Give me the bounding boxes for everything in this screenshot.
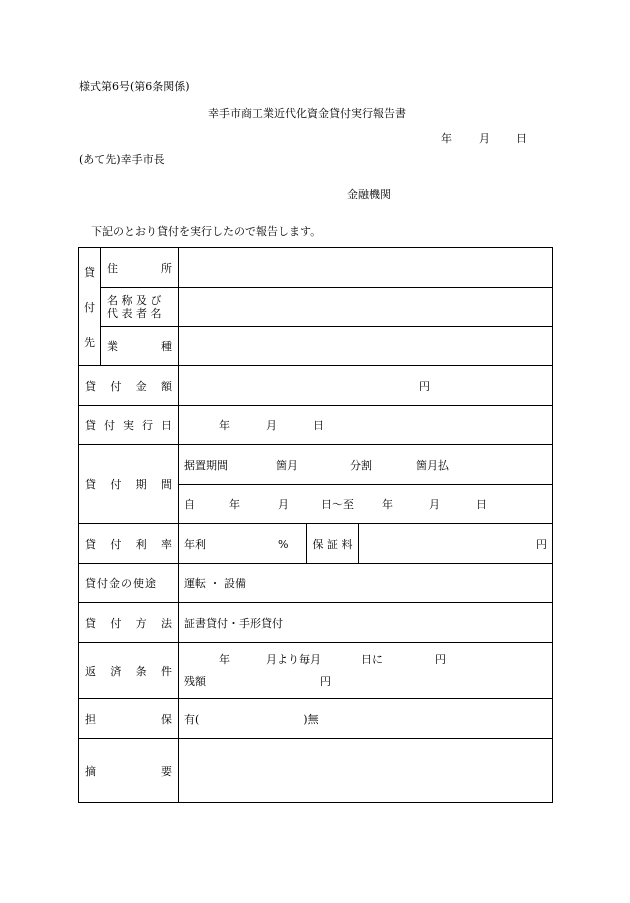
collateral-label: 担 保 [79,699,179,739]
guarantee-fee-label: 保 証 料 [307,524,359,564]
loan-use-label: 貸付金の使途 [79,564,179,603]
loan-method-field[interactable]: 証書貸付・手形貸付 [179,603,553,643]
borrower-name-row [79,288,553,327]
borrower-address-row [79,248,553,288]
name-representative-field[interactable] [179,288,553,327]
name-representative-label: 名 称 及 び 代 表 者 名 [101,288,179,327]
execution-date-label: 貸 付 実 行 日 [79,406,179,445]
collateral-field[interactable]: 有( )無 [179,699,553,739]
execution-date-field[interactable]: 年 月 日 [179,406,553,445]
financial-institution-label: 金融機関 [347,188,391,201]
borrower-group-label: 貸 付 先 [79,248,101,366]
document-title: 幸手市商工業近代化資金貸付実行報告書 [208,107,406,120]
collateral-row [79,699,553,739]
borrower-industry-row [79,327,553,366]
annual-rate-field[interactable]: 年利 % [179,524,307,564]
industry-label: 業 種 [101,327,179,366]
remarks-label: 摘 要 [79,739,179,803]
form-number: 様式第6号(第6条関係) [79,80,190,93]
interest-rate-row [79,524,553,564]
grace-period-field[interactable]: 据置期間 箇月 分割 箇月払 [179,445,553,485]
repayment-row [79,643,553,699]
date-day: 日 [516,132,527,145]
loan-amount-field[interactable] [179,366,553,406]
date-year: 年 [441,132,452,145]
address-field[interactable] [179,248,553,288]
repayment-field[interactable]: 年 月より毎月 日に 円 残額 円 [179,643,553,699]
loan-period-label: 貸 付 期 間 [79,445,179,524]
loan-method-label: 貸 付 方 法 [79,603,179,643]
loan-use-field[interactable]: 運転 ・ 設備 [179,564,553,603]
industry-field[interactable] [179,327,553,366]
report-date [441,132,527,146]
loan-period-row-1 [79,445,553,485]
loan-amount-label: 貸 付 金 額 [79,366,179,406]
remarks-row [79,739,553,803]
remarks-field[interactable] [179,739,553,803]
loan-amount-row [79,366,553,406]
guarantee-fee-field[interactable]: 円 [359,524,553,564]
loan-method-row [79,603,553,643]
repayment-label: 返 済 条 件 [79,643,179,699]
intro-text: 下記のとおり貸付を実行したので報告します。 [91,225,322,238]
interest-rate-label: 貸 付 利 率 [79,524,179,564]
date-month: 月 [479,132,490,145]
loan-report-table [78,247,553,803]
execution-date-row [79,406,553,445]
amount-yen-unit: 円 [419,379,430,393]
period-range-field[interactable]: 自 年 月 日〜至 年 月 日 [179,485,553,524]
loan-use-row [79,564,553,603]
address-label: 住 所 [101,248,179,288]
addressee: (あて先)幸手市長 [79,153,165,166]
